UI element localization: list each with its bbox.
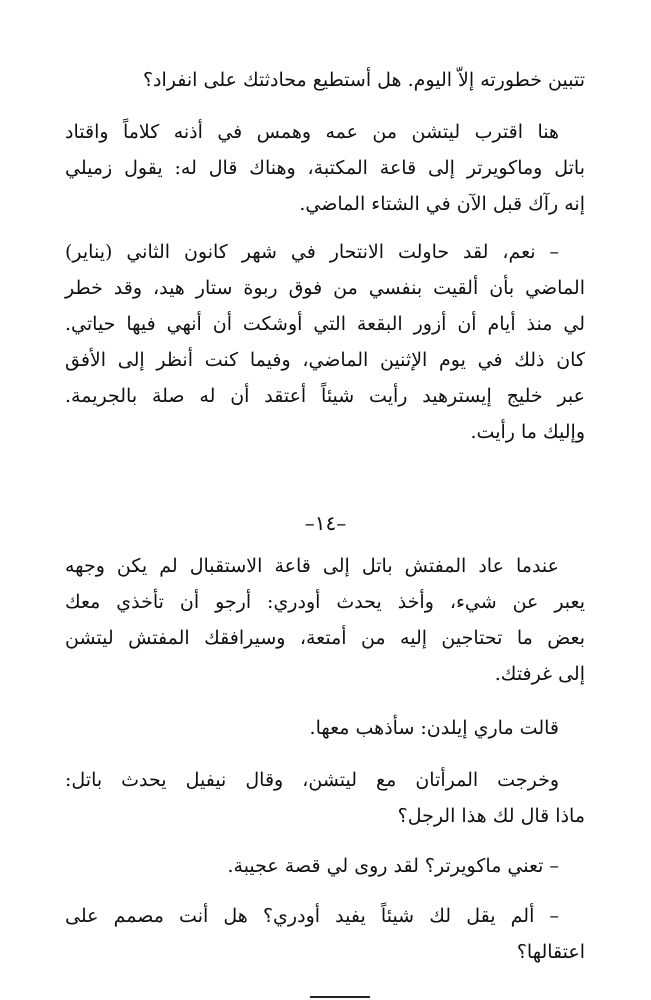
paragraph-5: [65, 710, 585, 746]
paragraph-3: [65, 234, 585, 450]
text-line: كان ذلك في يوم الإثنين الماضي، وفيما كنت أنظر إلى الأفق: [65, 349, 585, 371]
text-line: باتل وماكويرتر إلى قاعة المكتبة، وهناك قال له: يقول زميلي: [65, 157, 585, 179]
paragraph-6: [65, 762, 585, 834]
text-line: إنه رآك قبل الآن في الشتاء الماضي.: [299, 193, 585, 215]
text-line: وإليك ما رأيت.: [470, 421, 585, 443]
paragraph-7: [65, 848, 585, 884]
text-line: ماذا قال لك هذا الرجل؟: [397, 805, 585, 827]
text-line: بعض ما تحتاجين إليه من أمتعة، وسيرافقك المفتش ليتشن: [65, 627, 585, 649]
text-line: لي منذ أيام أن أزور البقعة التي أوشكت أن أنهي فيها حياتي.: [65, 313, 585, 335]
text-line: اعتقالها؟: [516, 941, 585, 963]
text-line: – تعني ماكويرتر؟ لقد روى لي قصة عجيبة.: [227, 855, 559, 877]
paragraph-8: [65, 898, 585, 970]
cut-off-next-line: [280, 992, 370, 1000]
text-line: عندما عاد المفتش باتل إلى قاعة الاستقبال لم يكن وجهه: [65, 555, 559, 577]
paragraph-1: [65, 62, 585, 98]
paragraph-4: [65, 548, 585, 692]
text-line: وخرجت المرأتان مع ليتشن، وقال نيفيل يحدث باتل:: [65, 769, 559, 791]
text-line: إلى غرفتك.: [494, 663, 585, 685]
text-line: – نعم، لقد حاولت الانتحار في شهر كانون الثاني (يناير): [65, 241, 559, 263]
text-line: تتبين خطورته إلاّ اليوم. هل أستطيع محادثتك على انفراد؟: [142, 69, 585, 91]
text-line: – ألم يقل لك شيئاً يفيد أودري؟ هل أنت مصمم على: [65, 905, 559, 927]
text-line: قالت ماري إيلدن: سأذهب معها.: [309, 717, 559, 739]
text-line: عبر خليج إيسترهيد رأيت شيئاً أعتقد أن له صلة بالجريمة.: [65, 385, 585, 407]
paragraph-2: [65, 114, 585, 222]
text-line: الماضي بأن ألقيت بنفسي من فوق ربوة ستار هيد، وقد خطر: [65, 277, 585, 299]
text-line: هنا اقترب ليتشن من عمه وهمس في أذنه كلاماً واقتاد: [65, 121, 559, 143]
chapter-heading: –١٤–: [304, 511, 347, 535]
text-line: يعبر عن شيء، وأخذ يحدث أودري: أرجو أن تأخذي معك: [65, 591, 585, 613]
